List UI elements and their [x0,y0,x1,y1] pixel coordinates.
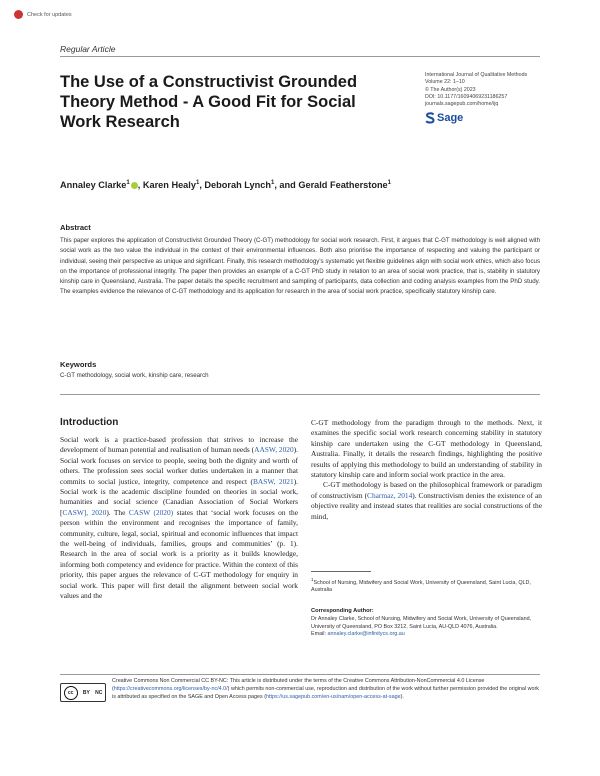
divider [60,394,540,395]
journal-volume: Volume 22: 1–10 [425,79,465,86]
divider [60,56,540,57]
author-name[interactable]: Karen Healy [142,180,196,191]
open-access-link[interactable]: https://us.sagepub.com/en-us/nam/open-access-at-sage [266,693,401,700]
affiliation-mark: 1 [387,180,392,186]
citation-link[interactable]: BASW, 2021 [252,476,294,486]
journal-copyright: © The Author(s) 2023 [425,86,476,93]
affiliation-footnote: $^1$School of Nursing, Midwifery and Social Work, University of Queensland, Saint Lucia, QLD, Australia [311,577,531,594]
abstract-text: This paper explores the application of Constructivist Grounded Theory (C-GT) methodology for social work research. First, it argues that C-GT methodology is well aligned with social work as the two value the individual in the context of their environmental influences. Both also prioritise the importance of respecting and valuing the participant or individual, seeing their perspective as unique and significant. Finally, this research methodology’s systematic yet flexible guidelines align with social work ethics, which also focus on the importance of professional integrity. The paper then provides an example of a C-GT PhD study in relation to an area of social work practice, that is, stability in statutory kinship care in Queensland, Australia. The paper details the specific recruitment and sampling of participants, data collection and coding analysis examples from the PhD study. The examples evidence the relevance of C-GT methodology and its application for research in the area of social work practice, specifically statutory kinship care. [60,237,541,296]
journal-info [425,72,565,108]
check-updates-label: Check for updates [27,11,72,18]
divider [60,674,540,675]
body-column-left [60,435,298,602]
update-icon [14,10,23,19]
citation-link[interactable]: CASW], 2020 [62,507,107,517]
check-for-updates-badge[interactable] [14,10,72,19]
author-name[interactable]: Gerald Featherstone [298,180,388,191]
paragraph: C-GT methodology from the paradigm through to the methods. Next, it examines the specific social work research concerning stability in statutory kinship care undertaken using the C-GT methodology in Queensland, Australia. Finally, it details the research findings, highlighting the positive results of applying this methodology to build an understanding of stability in statutory kinship care and inform social work practice in the area. [311,418,542,480]
paragraph: C-GT methodology is based on the philosophical framework or paradigm of constructivism (Charmaz, 2014). Constructivism denies the existence of an objective reality and instead states that realities are social constructions of the mind, [311,480,542,521]
orcid-icon[interactable] [131,182,138,189]
journal-url[interactable]: journals.sagepub.com/home/ijq [425,101,499,108]
email-line: Email: annaley.clarke@infinitycs.org.au [311,631,405,638]
journal-doi[interactable]: DOI: 10.1177/16094069231186257 [425,93,508,100]
sage-logo [425,112,463,124]
license-link[interactable]: https://creativecommons.org/licenses/by-nc/4.0/ [113,685,228,692]
affiliation-mark: 1 [126,180,130,186]
license-text: Creative Commons Non Commercial CC BY-NC: This article is distributed under the terms of the Creative Commons Attribution-NonCommercial 4.0 License (https://creativecommons.org/licenses/by-nc/4.0/) which permits non-commercial use, reproduction and distribution of the work without further permission provided the original work is attributed as specified on the SAGE and Open Access pages (https://us.sagepub.com/en-us/nam/open-access-at-sage). [112,678,539,700]
citation-link[interactable]: AASW, 2020 [254,445,294,455]
corresponding-author-heading: Corresponding Author: [311,608,374,614]
sage-s-icon [425,112,435,124]
body-column-right [311,418,542,522]
introduction-heading: Introduction [60,417,119,428]
cc-icon: cc [64,686,78,700]
footnote-divider [311,571,371,572]
abstract-heading: Abstract [60,223,91,232]
author-list: Annaley Clarke$^1$ , Karen Healy$^1$, Deborah Lynch$^1$, and Gerald Featherstone$^1$ [60,180,392,191]
article-type: Regular Article [60,44,116,54]
citation-link[interactable]: CASW (2020) [128,507,174,517]
keywords-text: C-GT methodology, social work, kinship care, research [60,372,209,379]
by-label: BY [82,689,90,696]
citation-link[interactable]: Charmaz, 2014 [367,490,413,500]
affiliation-mark: 1 [195,180,200,186]
article-title: The Use of a Constructivist Grounded Theory Method - A Good Fit for Social Work Research [60,73,358,131]
author-name[interactable]: Annaley Clarke [60,180,127,191]
keywords-heading: Keywords [60,360,97,369]
journal-name: International Journal of Qualitative Methods [425,72,528,78]
corresponding-author-details: Dr Annaley Clarke, School of Nursing, Midwifery and Social Work, University of Queensland, University of Queensland, PO Box 3212, Saint Lucia, AU-QLD 4076, Australia. Email: annaley.clarke@infinitycs.org.au [311,616,541,639]
publisher-name: Sage [437,112,464,124]
nc-label: NC [95,689,103,696]
author-name[interactable]: Deborah Lynch [204,180,271,191]
email-link[interactable]: annaley.clarke@infinitycs.org.au [327,631,405,638]
paragraph: Social work is a practice-based profession that strives to increase the development of human potential and realisation of human needs (AASW, 2020). Social work focuses on service to people, seeing both the dignity and worth of others. The profession sees social worker duties undertaken in a manner that commits to social justice, integrity, competence and respect (BASW, 2021). Social work is the academic discipline founded on theories in social work, humanities and social science (Canadian Association of Social Workers [CASW], 2020). The CASW (2020) states that ‘social work focuses on the person within the environment and recognises the importance of family, community, culture, legal, social, spiritual and economic influences that impact the well-being of individuals, families, groups and communities’ (p. 1). Research in the area of social work is a priority as it builds knowledge, informing both competency and evidence for practice. Within the context of this priority, this paper argues the relevance of C-GT methodology for enquiry in social work. This paper will first detail the alignment between social work values and the [60,435,299,601]
affiliation-mark: 1 [270,180,275,186]
